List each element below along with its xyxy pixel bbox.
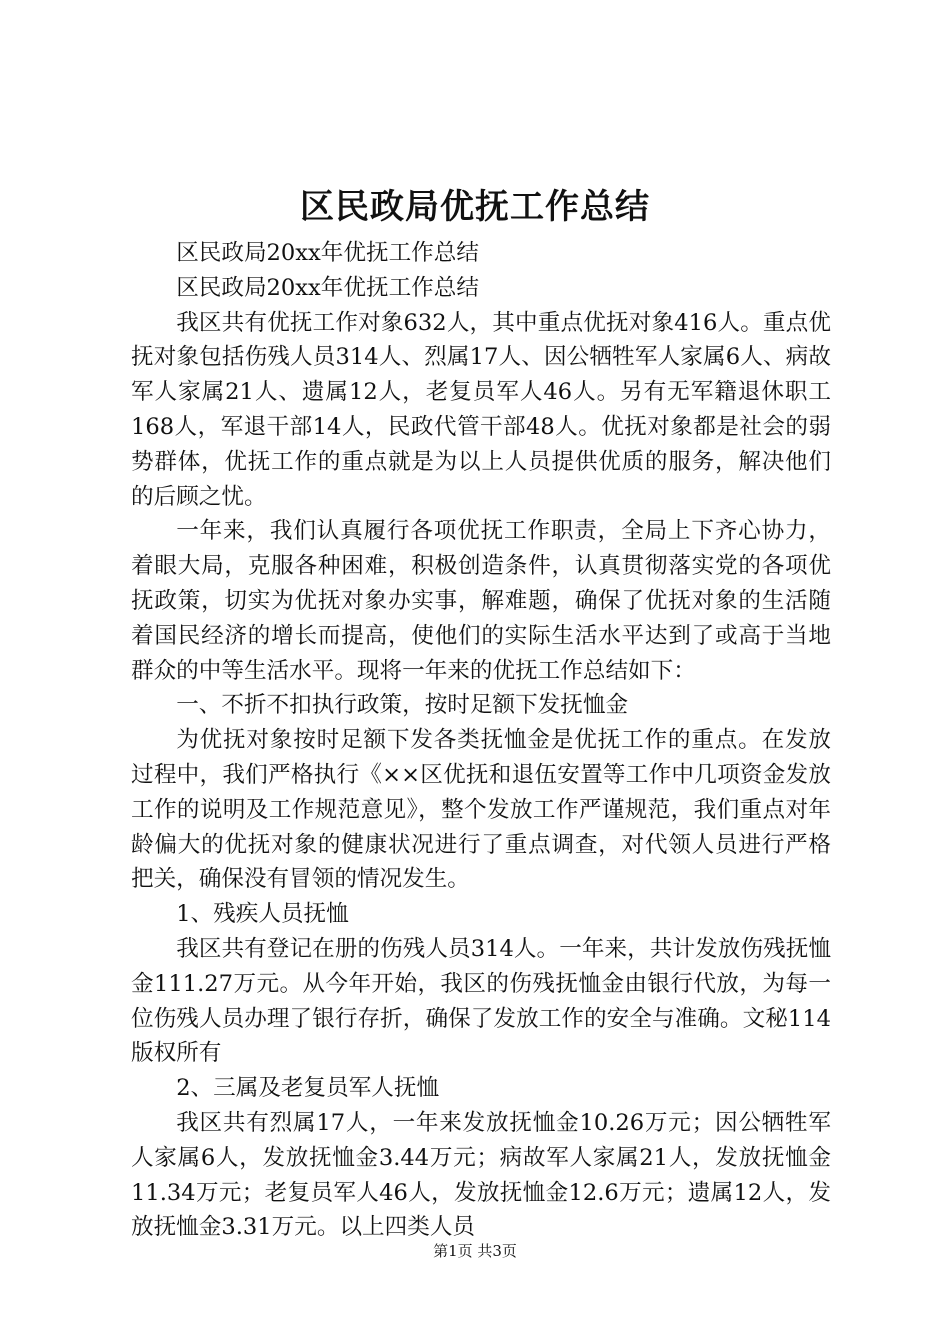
subtitle-line: 区民政局20xx年优抚工作总结 [176, 274, 479, 301]
body-paragraph: 我区共有烈属17人，一年来发放抚恤金10.26万元；因公牺牲军人家属6人，发放抚恤金3.44万元；病故军人家属21人，发放抚恤金11.34万元；老复员军人46人，发放抚恤金12.6万元；遗属12人，发放抚恤金3.31万元。以上四类人员 [131, 1109, 831, 1241]
page-number-footer: 第1页 共3页 [433, 1242, 517, 1260]
document-title: 区民政局优抚工作总结 [300, 187, 650, 227]
body-paragraph: 我区共有登记在册的伤残人员314人。一年来，共计发放伤残抚恤金111.27万元。从今年开始，我区的伤残抚恤金由银行代放，为每一位伤残人员办理了银行存折，确保了发放工作的安全与准确。文秘114版权所有 [131, 935, 831, 1067]
document-body [131, 236, 831, 1245]
body-paragraph: 我区共有优抚工作对象632人，其中重点优抚对象416人。重点优抚对象包括伤残人员314人、烈属17人、因公牺牲军人家属6人、病故军人家属21人、遗属12人，老复员军人46人。另有无军籍退休职工168人，军退干部14人，民政代管干部48人。优抚对象都是社会的弱势群体，优抚工作的重点就是为以上人员提供优质的服务，解决他们的后顾之忧。 [131, 309, 831, 510]
body-paragraph: 为优抚对象按时足额下发各类抚恤金是优抚工作的重点。在发放过程中，我们严格执行《××区优抚和退伍安置等工作中几项资金发放工作的说明及工作规范意见》，整个发放工作严谨规范，我们重点对年龄偏大的优抚对象的健康状况进行了重点调查，对代领人员进行严格把关，确保没有冒领的情况发生。 [131, 727, 831, 893]
subsection-heading: 1、残疾人员抚恤 [176, 901, 349, 928]
subtitle-line: 区民政局20xx年优抚工作总结 [176, 240, 479, 266]
subsection-heading: 2、三属及老复员军人抚恤 [176, 1075, 440, 1102]
body-paragraph: 一年来，我们认真履行各项优抚工作职责，全局上下齐心协力，着眼大局，克服各种困难，积极创造条件，认真贯彻落实党的各项优抚政策，切实为优抚对象办实事，解难题，确保了优抚对象的生活随着国民经济的增长而提高，使他们的实际生活水平达到了或高于当地群众的中等生活水平。现将一年来的优抚工作总结如下： [131, 518, 831, 684]
section-heading: 一、不折不扣执行政策，按时足额下发抚恤金 [176, 692, 629, 719]
